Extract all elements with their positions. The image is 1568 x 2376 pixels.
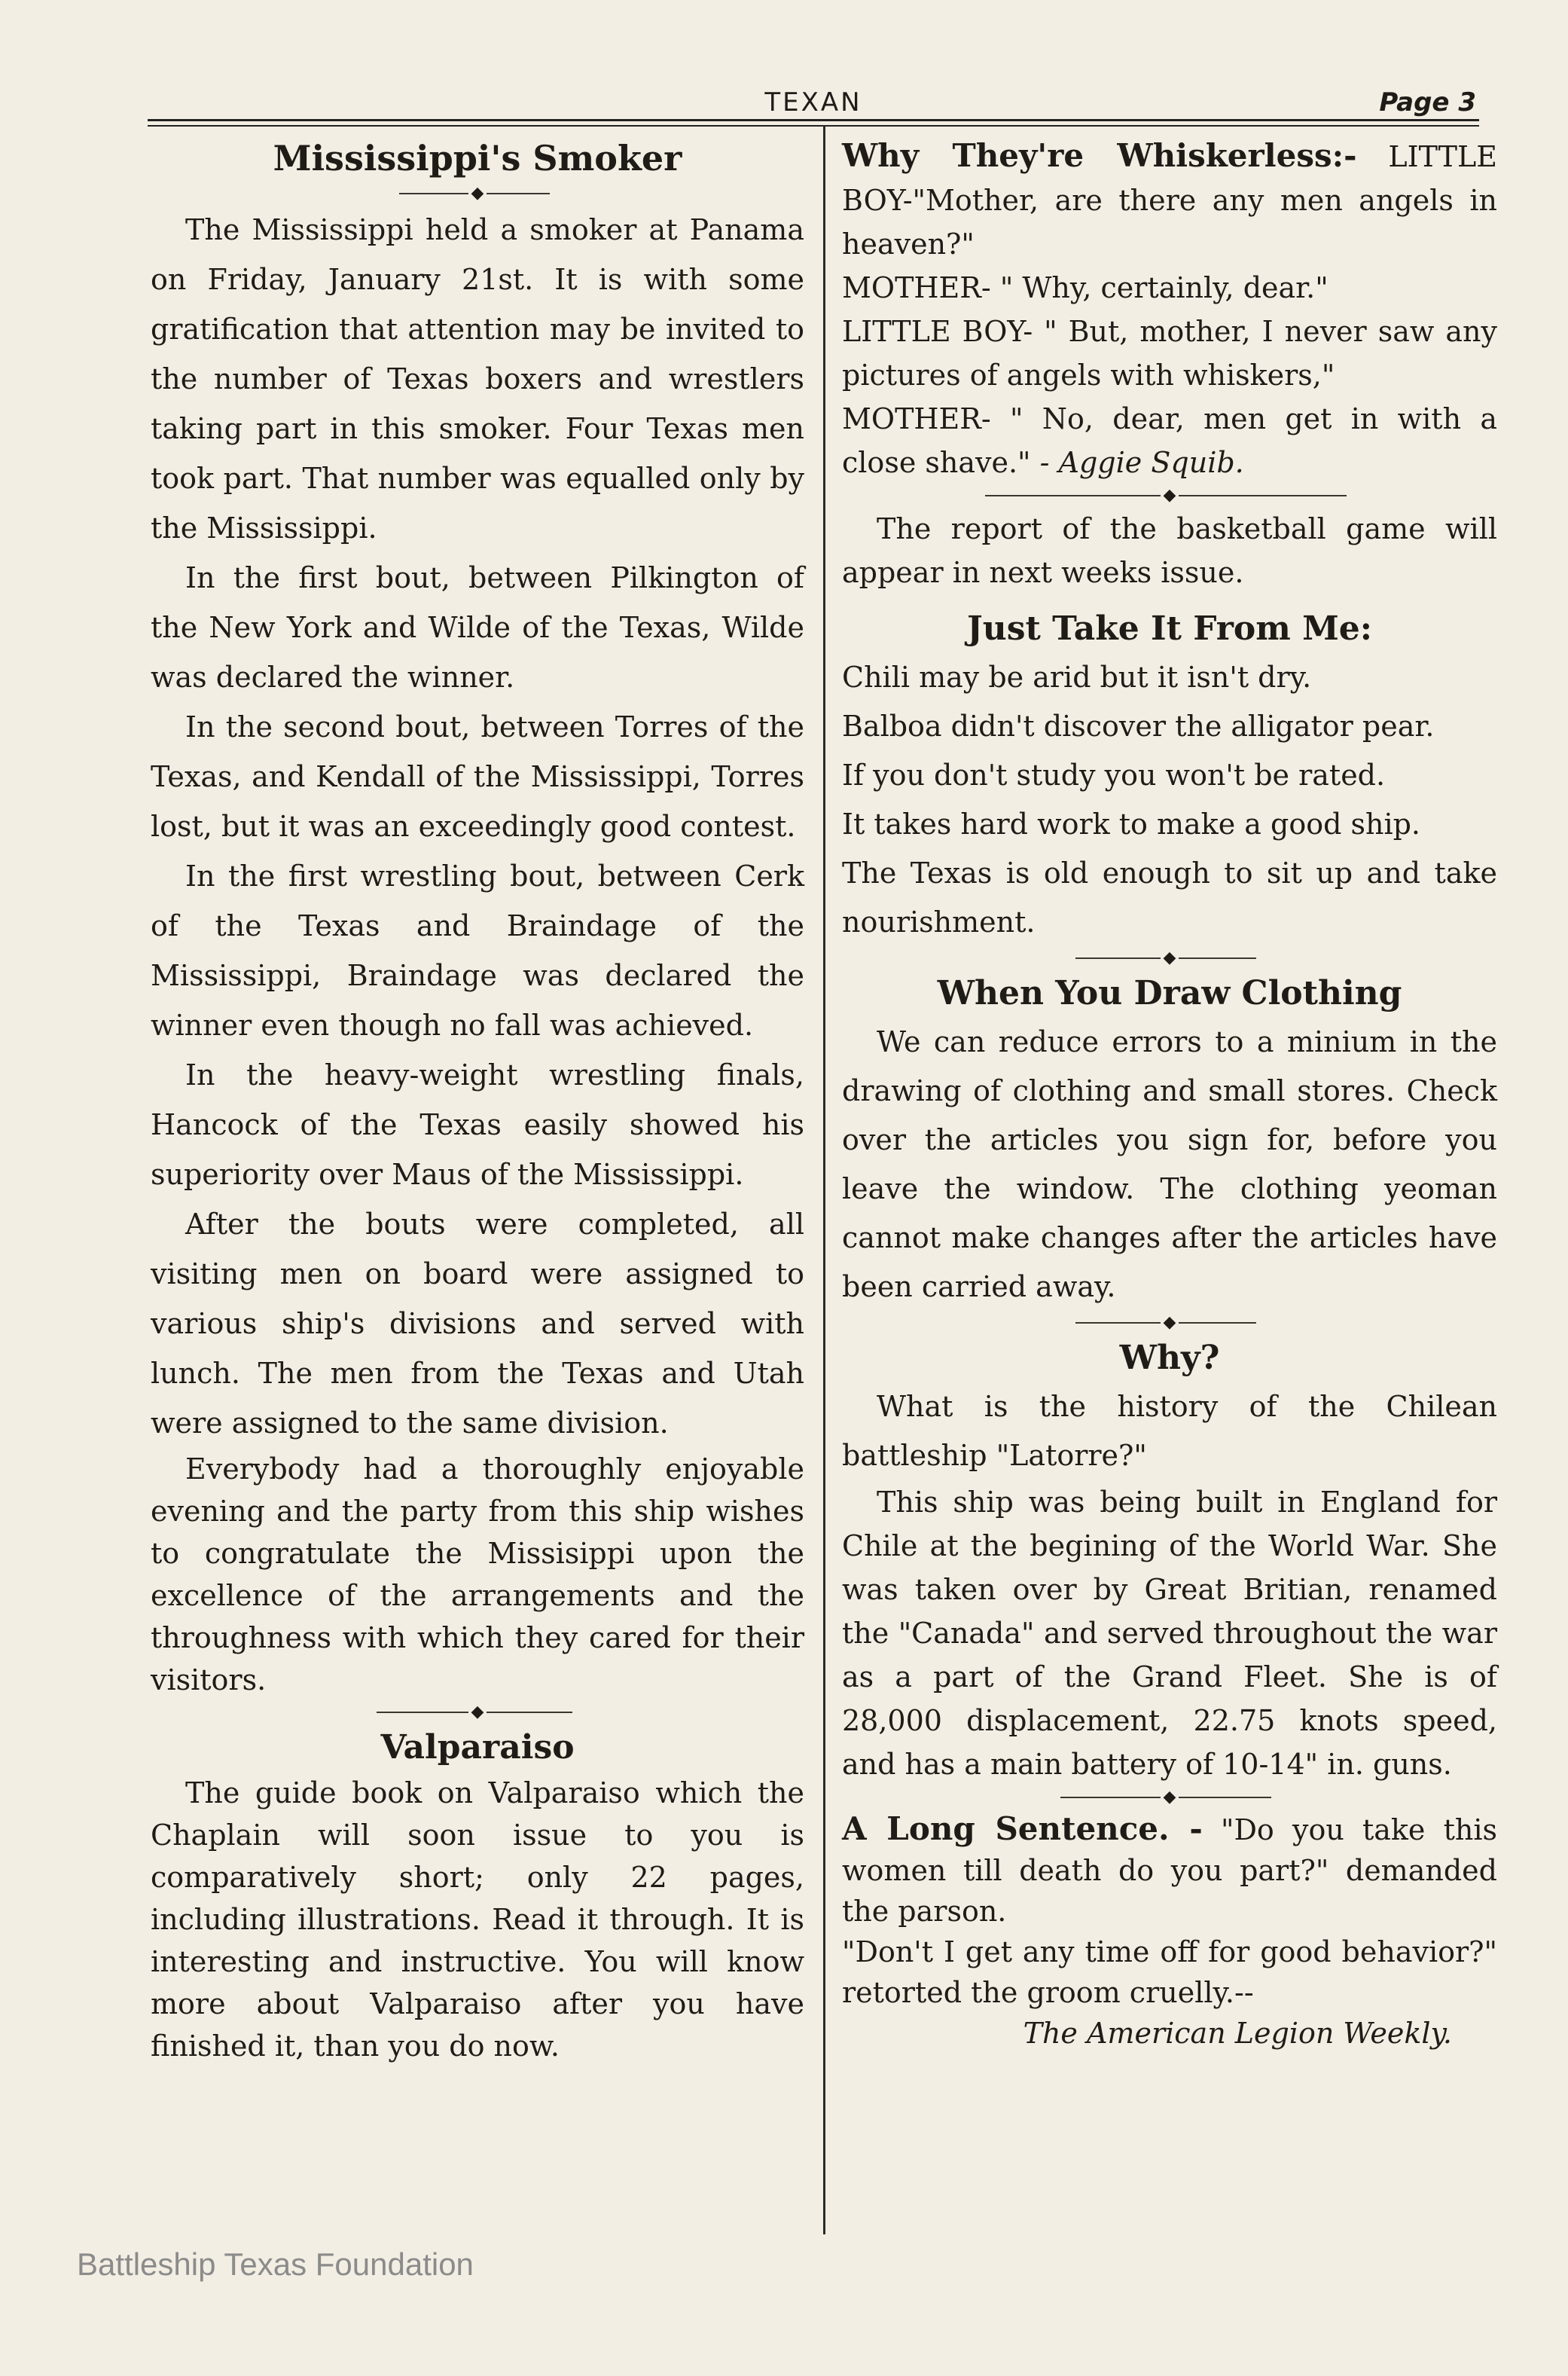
newspaper-title: TEXAN [764,87,862,118]
article-paragraph: In the second bout, between Torres of the Texas, and Kendall of the Mississippi, Torres lost, but it was an exceedingly good contest. [151,710,804,843]
ornament-divider: ◆ [151,1703,804,1722]
article-title: Why They're Whiskerless:- [842,137,1357,174]
dialogue-line: LITTLE BOY- " But, mother, I never saw any pictures of angels with whiskers," [842,315,1497,392]
dialogue-line: MOTHER- " Why, certainly, dear." [842,271,1329,304]
list-item: It takes hard work to make a good ship. [842,808,1421,841]
page-number: Page 3 [1379,87,1476,118]
header-rule [148,119,1479,121]
article-paragraph [842,134,1497,266]
right-column [842,134,1497,2054]
article-just-take-it [842,605,1497,947]
watermark: Battleship Texas Foundation [77,2246,474,2282]
article-source: The American Legion Weekly. [1023,2017,1452,2050]
article-paragraph: The guide book on Valparaiso which the Chaplain will soon issue to you is comparatively short; only 22 pages, including illustrations. Read it through. It is interesting and instructive. You will know more about Valparaiso after you have finished it, than you do now. [151,1776,804,2063]
article-paragraph: In the heavy-weight wrestling finals, Hancock of the Texas easily showed his superiority over Maus of the Mississippi. [151,1058,804,1191]
article-long-sentence [842,1809,1497,2054]
article-source: - Aggie Squib. [1039,446,1244,479]
article-whiskerless [842,134,1497,484]
ornament-divider: ◆ [842,948,1497,968]
article-paragraph: In the first wrestling bout, between Cerk of the Texas and Braindage of the Mississippi, Braindage was declared the winner even though no fall was achieved. [151,860,804,1042]
list-item: Balboa didn't discover the alligator pear. [842,710,1435,743]
left-column [151,134,804,2067]
article-title: Mississippi's Smoker [273,138,682,179]
dialogue-line [842,397,1497,484]
article-title: Valparaiso [380,1728,575,1767]
dialogue-text: MOTHER- " No, dear, men get in with a close shave." [842,402,1497,479]
article-clothing [842,970,1497,1312]
article-paragraph: In the first bout, between Pilkington of the New York and Wilde of the Texas, Wilde was declared the winner. [151,561,804,694]
article-text: "Do you take this women till death do you part?" demanded the parson. [842,1813,1497,1928]
article-title: A Long Sentence. - [842,1810,1203,1847]
list-item: The Texas is old enough to sit up and take nourishment. [842,857,1497,939]
article-paragraph: What is the history of the Chilean battleship "Latorre?" [842,1390,1497,1472]
article-paragraph: Everybody had a thoroughly enjoyable evening and the party from this ship wishes to congratulate the Missisippi upon the excellence of the arrangements and the throughness with which they cared for their visitors. [151,1452,804,1696]
article-paragraph: This ship was being built in England for Chile at the begining of the World War. She was taken over by Great Britian, renamed the "Canada" and served throughout the war as a part of the Grand Fleet. She is of 28,000 displacement, 22.75 knots speed, and has a main battery of 10-14" in. guns. [842,1486,1497,1781]
ornament-divider: ◆ [151,184,804,203]
article-paragraph: "Don't I get any time off for good behavior?" retorted the groom cruelly.-- [842,1935,1497,2009]
article-title: When You Draw Clothing [937,974,1402,1012]
article-paragraph: After the bouts were completed, all visiting men on board were assigned to various ship's divisions and served with lunch. The men from the Texas and Utah were assigned to the same division. [151,1208,804,1440]
article-paragraph: The Mississippi held a smoker at Panama on Friday, January 21st. It is with some gratification that attention may be invited to the number of Texas boxers and wrestlers taking part in this smoker. Four Texas men took part. That number was equalled only by the Mississippi. [151,213,804,545]
article-paragraph [842,1809,1497,1932]
list-item: Chili may be arid but it isn't dry. [842,661,1312,694]
basketball-note: The report of the basketball game will appear in next weeks issue. [842,512,1497,589]
ornament-divider: ◆ [842,486,1497,505]
article-why [842,1334,1497,1786]
article-valparaiso [151,1724,804,2067]
article-title: Just Take It From Me: [966,609,1373,648]
dialogue-line: LITTLE BOY-"Mother, are there any men angels in heaven?" [842,140,1497,261]
column-divider [823,125,825,2234]
header-rule-secondary [148,125,1479,127]
article-paragraph: We can reduce errors to a minium in the drawing of clothing and small stores. Check over the articles you sign for, before you leave the window. The clothing yeoman cannot make changes after the articles have been carried away. [842,1025,1497,1303]
article-title: Why? [1119,1339,1220,1377]
page-header [148,84,1479,124]
article-mississippi-smoker [151,134,804,1701]
list-item: If you don't study you won't be rated. [842,759,1386,792]
ornament-divider: ◆ [842,1313,1497,1333]
ornament-divider: ◆ [842,1788,1497,1807]
